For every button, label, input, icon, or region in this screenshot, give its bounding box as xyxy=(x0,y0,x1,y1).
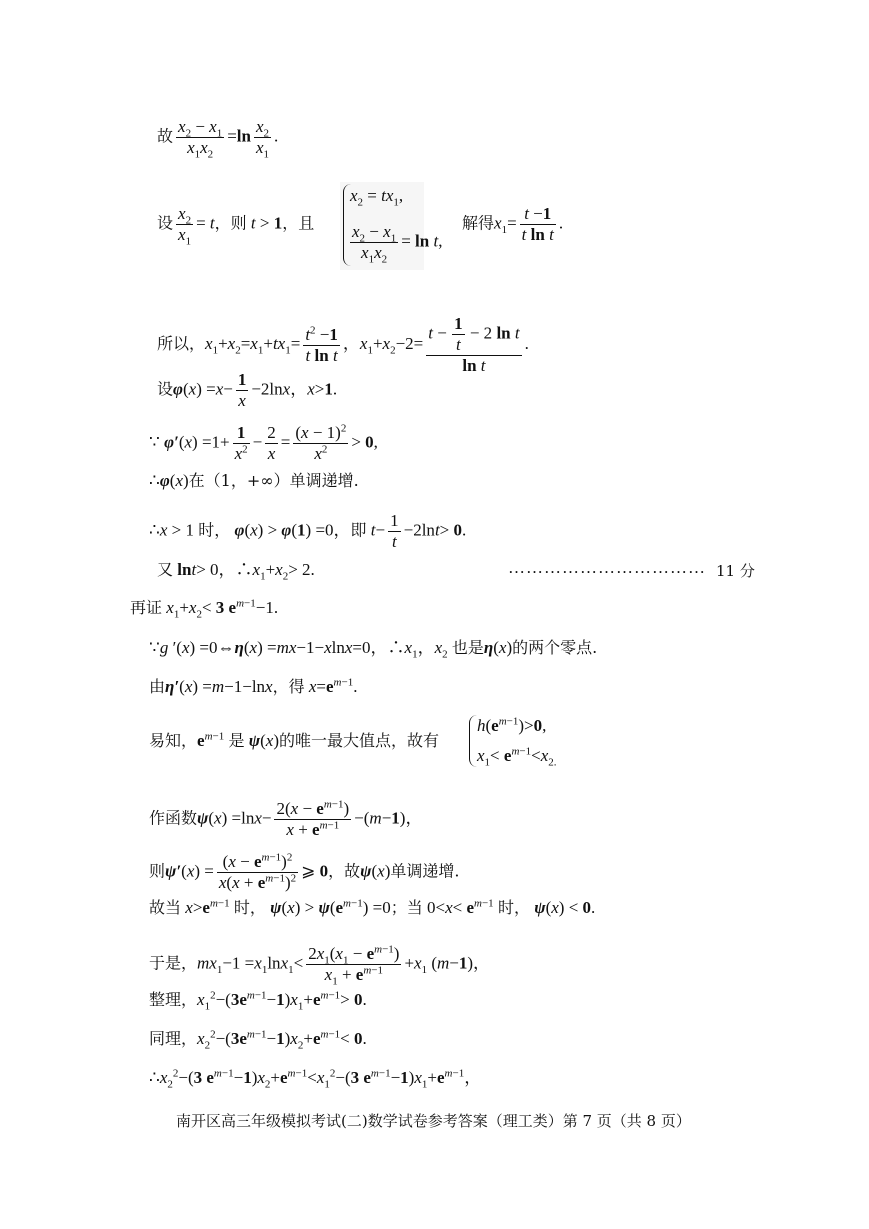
text-you2: 由 xyxy=(149,677,166,696)
system-row-1: $x_2 = tx_1$, xyxy=(350,186,404,209)
because-symbol: ∵ xyxy=(149,432,160,452)
text-zhengli: 整理， xyxy=(149,990,198,1009)
text-she: 设 xyxy=(157,213,174,233)
eq-line-14: 则ψ′(x) = $\frac{(x - e^{m-1})^2}{x(x + e^{m-1})^2}$ ⩾ 0，故ψ(x)单调递增. xyxy=(149,851,460,892)
system2-brace xyxy=(469,715,477,767)
text-gu: 故 xyxy=(157,126,174,146)
text-zero-points: 的两个零点. xyxy=(512,638,598,657)
eq-line-10: ∵g ′(x) =0⇔η(x) =mx−1−xlnx=0，$\therefore x_1$，$x_2$ 也是η(x)的两个零点. xyxy=(149,638,598,661)
therefore-symbol-1: ∴ xyxy=(149,471,160,490)
text-yizhi: 易知， xyxy=(149,731,198,750)
eq-line-9: 再证 $x_1+x_2< 3$ $e^{m-1}-1$. xyxy=(130,597,279,621)
eq-line-18: 同理，$x_2^2-(3e^{m-1}-1)x_2+e^{m-1}< 0$. xyxy=(149,1028,367,1052)
text-interval: 在（1，+∞）单调递增. xyxy=(188,471,359,490)
eq-line-17: 整理，$x_1^2-(3e^{m-1}-1)x_1+e^{m-1}> 0$. xyxy=(149,989,367,1013)
text-ze2: 则 xyxy=(149,861,166,881)
system2-row-2: $x_1< e^{m-1}<x_{2.}$ xyxy=(477,745,557,769)
text-de: ，得 xyxy=(272,677,305,696)
text-suoyi: 所以， xyxy=(157,333,206,353)
eq-line-16: 于是，$mx_1-1 =x_1\ln x_1<$ $\frac{2x_1(x_1 - e^{m-1})}{x_1 + e^{m-1}}$ $+x_1$ (m−1)， xyxy=(149,943,491,988)
text-shi2: 时， xyxy=(233,898,266,917)
text-dandiao: 单调递增. xyxy=(390,861,460,881)
eq-line-13: 作函数ψ(x) =lnx− $\frac{2(x - e^{m-1})}{x + e^{m-1}}$ −(m−1)， xyxy=(149,798,423,839)
score-dots: …………………………… xyxy=(508,558,706,577)
text-yushi: 于是， xyxy=(149,953,198,973)
text-gudang: 故当 xyxy=(149,898,182,917)
eq-line-6: ∴φ(x)在（1，+∞）单调递增. xyxy=(149,471,359,490)
text-ze: ，则 xyxy=(214,213,247,233)
text-you: 又 xyxy=(157,560,174,579)
text-jiede: 解得 xyxy=(462,213,495,233)
system-row-2: $\frac{x_2 - x_1}{x_1x_2}$ = ln t, xyxy=(352,222,443,266)
eq-line-3: 所以，$x_1+x_2=x_1+tx_1=$ $\frac{t^2 -1}{\text{t ln t}}$ ，$x_1+x_2-2=$ t − $\frac{1}{t}$ − 2 ln t ln t . xyxy=(157,314,529,375)
text-tongli: 同理， xyxy=(149,1029,198,1048)
eq-line-2: 设 $\frac{x_2}{x_1}$ = t，则 t > 1，且 xyxy=(157,204,315,248)
eq-line-15: 故当 $x>e^{m-1}$ 时， $\psi(x) > \psi(e^{m-1}) =0$；当 $0<x< e^{m-1}$ 时， ψ(x) < 0. xyxy=(149,897,596,917)
text-qie: ，且 xyxy=(282,213,315,233)
eq-line-5: ∵ φ′(x) =1+ $\frac{1}{x^2}$ − $\frac{2}{x}$ = $\frac{(x - 1)^2}{x^2}$ > 0, xyxy=(149,422,378,463)
score-mark: 11 分 xyxy=(716,562,755,580)
text-she2: 设 xyxy=(157,379,174,399)
text-weiyi-zuida: 的唯一最大值点，故有 xyxy=(279,731,440,750)
eq-line-8: 又 lnt> 0，$\therefore x_1+x_2> 2$. xyxy=(157,560,315,583)
eq-line-11: 由η′(x) =m−1−lnx，得 $x=e^{m-1}$. xyxy=(149,676,358,696)
eq-line-1: 故 $\frac{x_2 - x_1}{x_1x_2}$ =ln $\frac{x_2}{x_1}$ . xyxy=(157,117,279,161)
eq-line-4: 设φ(x) =x− $\frac{1}{x}$ −2lnx，x>1. xyxy=(157,370,338,410)
text-yeshi: 也是 xyxy=(451,638,484,657)
eq-line-7: ∴x > 1 时， φ(x) > φ(1) =0，即 t− $\frac{1}{t}$ −2lnt> 0. xyxy=(149,511,467,551)
eq-line-2b: 解得$x_1=$ $\frac{t -1}{\text{t ln t}}$ . xyxy=(462,204,564,244)
page-footer: 南开区高三年级模拟考试(二)数学试卷参考答案（理工类）第 7 页（共 8 页） xyxy=(176,1112,691,1130)
eq-line-19: $\therefore x_2^2-(3$ $e^{m-1}-1)x_2+e^{m-1}<x_1^2-(3$ $e^{m-1}-1)x_1+e^{m-1}$， xyxy=(149,1067,482,1091)
text-dang: ；当 xyxy=(390,898,423,917)
system2-row-1: $h(e^{m-1})>0$, xyxy=(477,715,547,735)
text-shi: 时， xyxy=(198,520,231,540)
text-ji: 即 xyxy=(350,520,367,540)
text-zuo-hanshu: 作函数 xyxy=(149,808,198,828)
therefore-symbol-2: ∴ xyxy=(149,520,160,540)
text-shi-weiyi: 是 xyxy=(228,731,245,750)
text-zaizheng: 再证 xyxy=(130,598,163,617)
eq-line-12: 易知，$e^{m-1}$ 是 ψ(x)的唯一最大值点，故有 xyxy=(149,730,440,750)
text-gu-dandiao: ，故 xyxy=(328,861,361,881)
text-shi3: 时， xyxy=(497,898,530,917)
